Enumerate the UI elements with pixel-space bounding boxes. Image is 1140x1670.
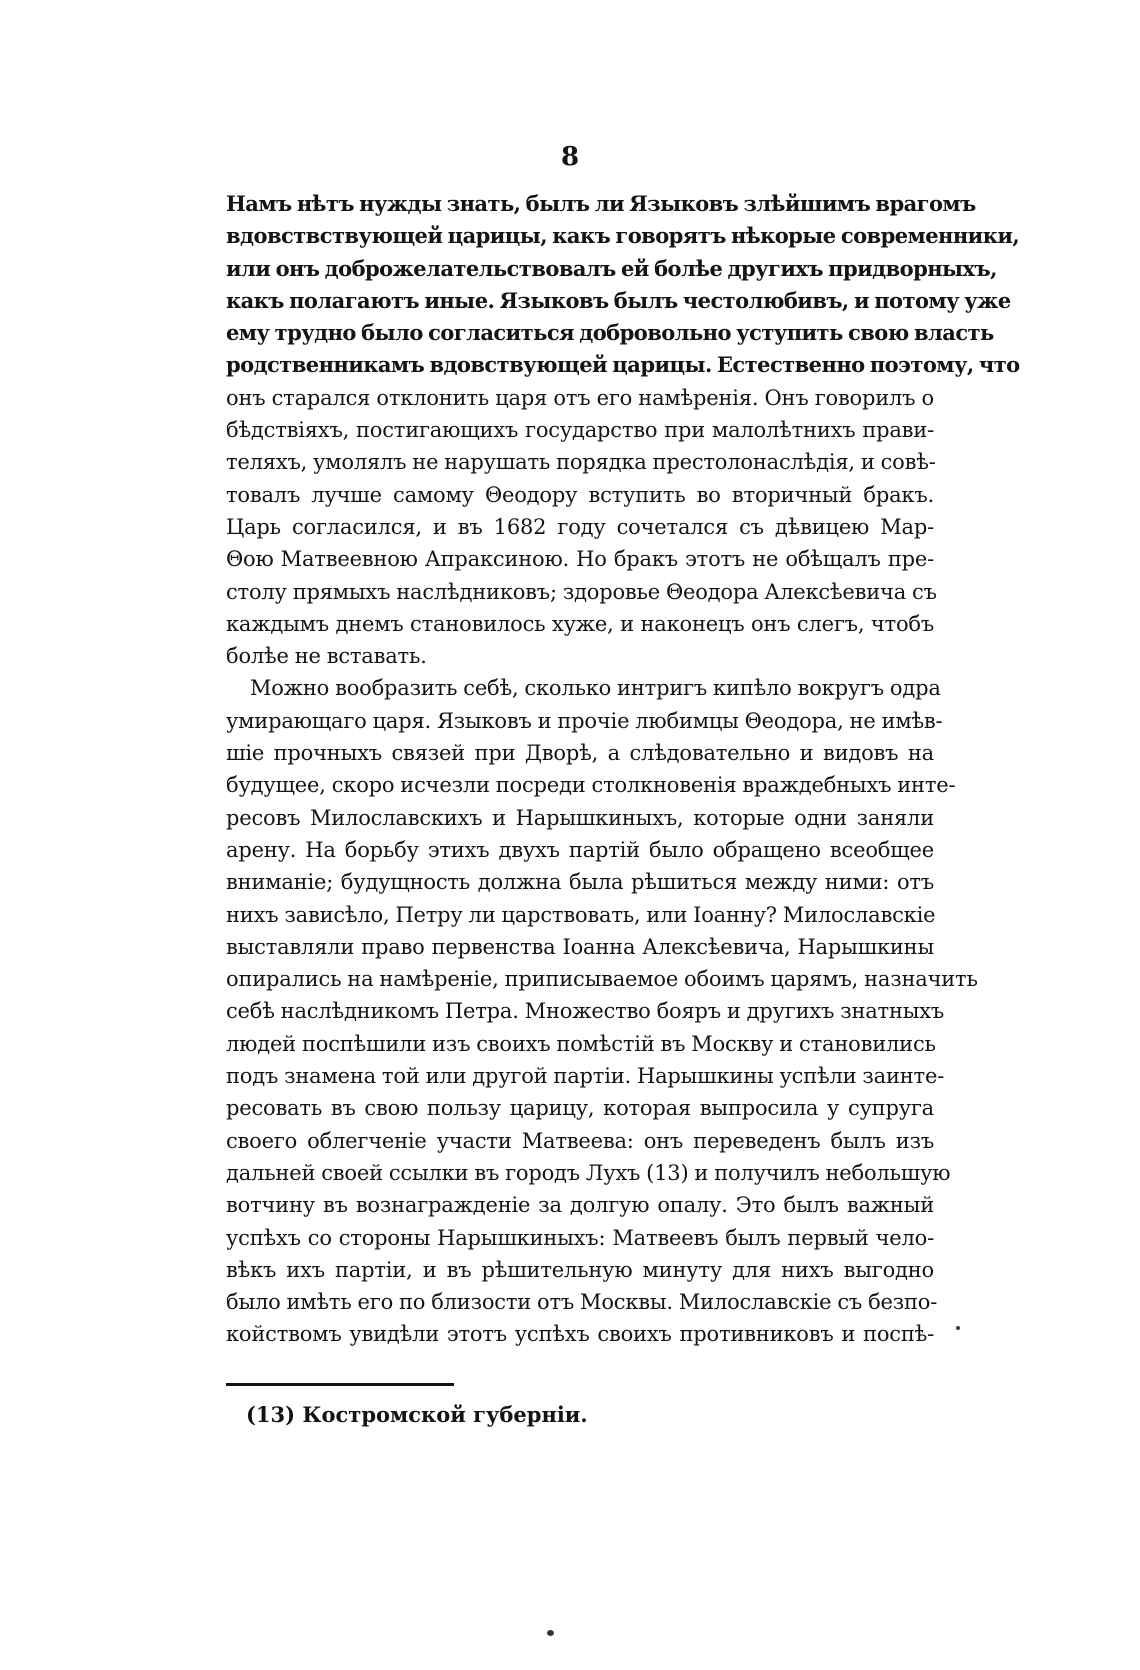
text-line: своего облегченіе участи Матвеева: онъ переведенъ былъ изъ <box>226 1128 934 1153</box>
text-line: опирались на намѣреніе, приписываемое обоимъ царямъ, назначить <box>226 967 978 992</box>
text-line: родственникамъ вдовствующей царицы. Естественно поэтому, что <box>226 352 1020 378</box>
text-line: успѣхъ со стороны Нарышкиныхъ: Матвеевъ былъ первый чело- <box>226 1225 934 1250</box>
text-line: арену. На борьбу этихъ двухъ партій было обращено всеобщее <box>226 837 934 862</box>
text-line: выставляли право первенства Іоанна Алексѣевича, Нарышкины <box>226 934 934 959</box>
paragraph-2 <box>226 672 978 1350</box>
text-line: бѣдствіяхъ, постигающихъ государство при малолѣтнихъ прави- <box>226 418 934 443</box>
text-line: шіе прочныхъ связей при Дворѣ, а слѣдовательно и видовъ на <box>226 741 934 766</box>
text-line: онъ старался отклонить царя отъ его намѣренія. Онъ говорилъ о <box>226 385 934 410</box>
text-line: Θою Матвеевною Апраксиною. Но бракъ этотъ не обѣщалъ пре- <box>226 547 934 572</box>
text-line: койствомъ увидѣли этотъ успѣхъ своихъ противниковъ и поспѣ- <box>226 1322 934 1347</box>
text-line: Можно вообразить себѣ, сколько интригъ кипѣло вокругъ одра <box>250 676 941 701</box>
text-line: вдовствствующей царицы, какъ говорятъ нѣкорые современники, <box>226 223 1020 249</box>
text-line: столу прямыхъ наслѣдниковъ; здоровье Θеодора Алексѣевича съ <box>226 579 937 604</box>
footnote-divider <box>226 1383 454 1386</box>
text-line: вѣкъ ихъ партіи, и въ рѣшительную минуту для нихъ выгодно <box>226 1257 934 1282</box>
text-line: Царь согласился, и въ 1682 году сочетался съ дѣвицею Мар- <box>226 514 934 539</box>
footnote: (13) Костромской губерніи. <box>246 1402 588 1427</box>
text-line: ресовать въ свою пользу царицу, которая выпросила у супруга <box>226 1096 934 1121</box>
page-number: 8 <box>560 142 580 172</box>
paragraph-1 <box>226 188 1020 672</box>
text-line: товалъ лучше самому Θеодору вступить во вторичный бракъ. <box>226 482 934 507</box>
text-line: было имѣть его по близости отъ Москвы. Милославскіе съ безпо- <box>226 1290 938 1315</box>
print-speck <box>956 1326 960 1330</box>
text-line: людей поспѣшили изъ своихъ помѣстій въ Москву и становились <box>226 1031 936 1056</box>
text-line: умирающаго царя. Языковъ и прочіе любимцы Θеодора, не имѣв- <box>226 708 943 733</box>
text-line: себѣ наслѣдникомъ Петра. Множество бояръ и другихъ знатныхъ <box>226 999 945 1024</box>
text-line: каждымъ днемъ становилось хуже, и наконецъ онъ слегъ, чтобъ <box>226 611 934 636</box>
text-line: теляхъ, умолялъ не нарушать порядка престолонаслѣдія, и совѣ- <box>226 450 936 475</box>
text-line: какъ полагаютъ иные. Языковъ былъ честолюбивъ, и потому уже <box>226 287 1011 313</box>
text-line: болѣе не вставать. <box>226 644 427 669</box>
text-line: будущее, скоро исчезли посреди столкновенія враждебныхъ инте- <box>226 773 956 798</box>
text-line: ресовъ Милославскихъ и Нарышкиныхъ, которые одни заняли <box>226 805 934 830</box>
text-line: дальней своей ссылки въ городъ Лухъ (13) и получилъ небольшую <box>226 1160 951 1185</box>
text-line: вниманіе; будущность должна была рѣшиться между ними: отъ <box>226 870 934 895</box>
text-line: или онъ доброжелательствовалъ ей болѣе другихъ придворныхъ, <box>226 255 997 281</box>
text-line: подъ знамена той или другой партіи. Нарышкины успѣли заинте- <box>226 1064 945 1089</box>
text-line: вотчину въ вознагражденіе за долгую опалу. Это былъ важный <box>226 1193 934 1218</box>
text-line: нихъ зависѣло, Петру ли царствовать, или Іоанну? Милославскіе <box>226 902 936 927</box>
text-line: ему трудно было согласиться добровольно уступить свою власть <box>226 320 994 346</box>
body-text <box>226 188 1020 1351</box>
print-speck <box>547 1630 554 1636</box>
text-line: Намъ нѣтъ нужды знать, былъ ли Языковъ злѣйшимъ врагомъ <box>226 191 976 216</box>
